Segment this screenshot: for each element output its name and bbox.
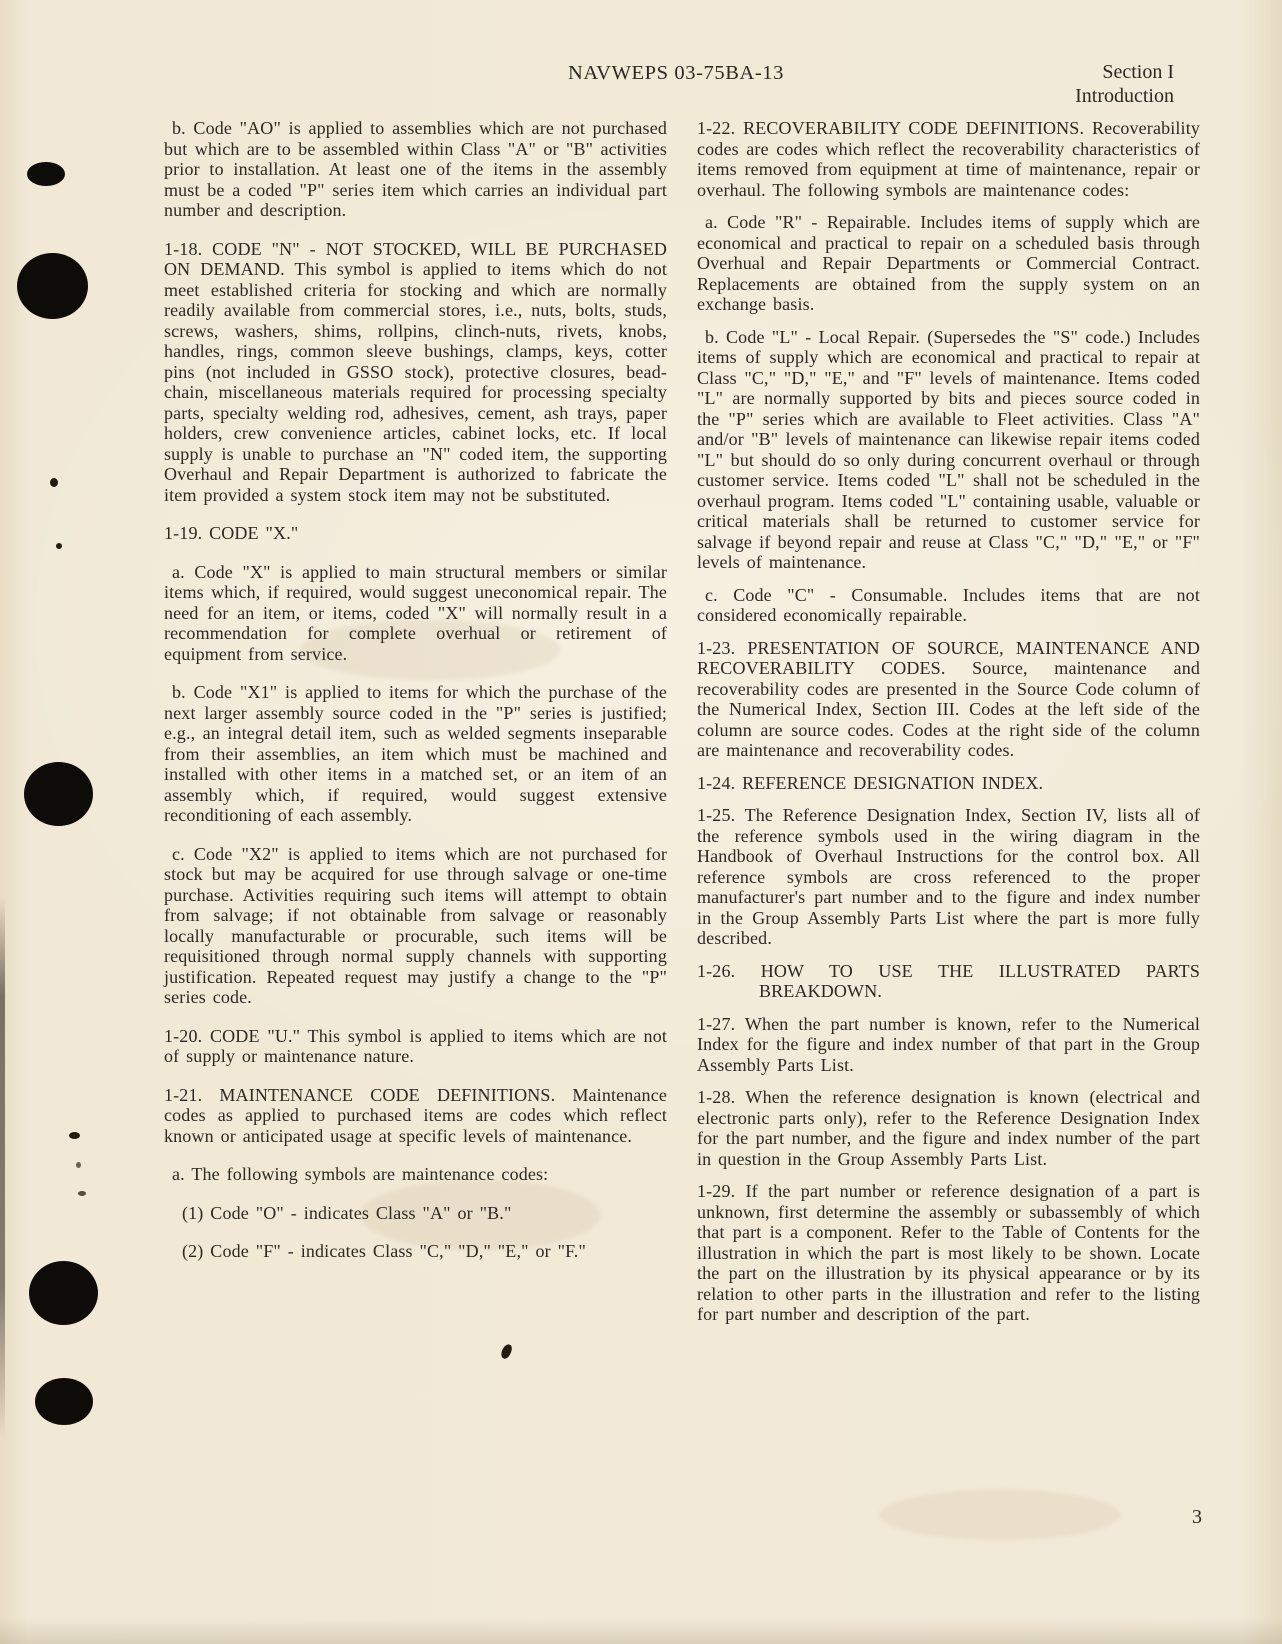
para-1-20: 1-20. CODE "U." This symbol is applied to items which are not of supply or maintenance nature. [164, 1025, 667, 1066]
punch-hole-mark [17, 253, 88, 319]
ink-speck [69, 1132, 80, 1139]
punch-hole-mark [35, 1378, 93, 1425]
para-code-ao-continuation: b. Code "AO" is applied to assemblies which are not purchased but which are to be assembled within Class "A" or "B" activities prior to installation. At least one of the items in the assembly must be a coded "P" series item which carries an individual part number and description. [164, 118, 667, 220]
para-1-23: 1-23. PRESENTATION OF SOURCE, MAINTENANCE AND RECOVERABILITY CODES. Source, maintenance and recoverability codes are presented in the Source Code column of the Numerical Index, Section III. Codes at the left side of the column are source codes. Codes at the right side of the column are maintenance and recoverability codes. [697, 637, 1200, 760]
ink-speck [56, 543, 62, 549]
para-1-19-b: b. Code "X1" is applied to items for which the purchase of the next larger assembly source coded in the "P" series is justified; e.g., an integral detail item, such as welded segments inseparable from their assemblies, an item which must be machined and installed with other items in a matched set, or an item of an assembly which, if required, would suggest extensive reconditioning of each assembly. [164, 682, 667, 825]
ink-speck [76, 1162, 81, 1168]
left-column [164, 118, 667, 1337]
para-1-21: 1-21. MAINTENANCE CODE DEFINITIONS. Maintenance codes as applied to purchased items are codes which reflect known or anticipated usage at specific levels of maintenance. [164, 1084, 667, 1146]
para-1-22-a: a. Code "R" - Repairable. Includes items of supply which are economical and practical to repair on a scheduled basis through Overhual and Repair Departments or Commercial Contract. Replacements are obtained from the supply system on an exchange basis. [697, 212, 1200, 314]
section-sublabel: Introduction [1075, 85, 1174, 107]
page-number: 3 [1192, 1506, 1202, 1528]
para-1-22-c: c. Code "C" - Consumable. Includes items that are not considered economically repairable. [697, 584, 1200, 625]
bleedthrough-smudge [880, 1490, 1120, 1540]
para-1-22: 1-22. RECOVERABILITY CODE DEFINITIONS. Recoverability codes are codes which reflect the recoverability characteristics of items removed from equipment at time of maintenance, repair or overhaul. The following symbols are maintenance codes: [697, 118, 1200, 200]
para-1-19-c: c. Code "X2" is applied to items which are not purchased for stock but may be acquired for use through salvage or one-time purchase. Activities requiring such items will attempt to obtain from salvage; if not obtainable from salvage or reasonably locally manufacturable or procurable, such items will be requisitioned through normal supply channels with supporting justification. Repeated request may justify a change to the "P" series code. [164, 843, 667, 1007]
punch-hole-mark [27, 162, 65, 186]
para-1-21-a: a. The following symbols are maintenance codes: [172, 1164, 549, 1184]
para-1-28: 1-28. When the reference designation is known (electrical and electronic parts only), refer to the Reference Designation Index for the part number, and the figure and index number of the part in question in the Group Assembly Parts List. [697, 1087, 1200, 1169]
punch-hole-mark [29, 1261, 98, 1325]
heading-1-24: 1-24. REFERENCE DESIGNATION INDEX. [697, 772, 1044, 793]
ink-speck [50, 478, 58, 487]
para-1-27: 1-27. When the part number is known, refer to the Numerical Index for the figure and index number of that part in the Group Assembly Parts List. [697, 1013, 1200, 1075]
para-1-19-a: a. Code "X" is applied to main structural members or similar items which, if required, would suggest uneconomical repair. The need for an item, or items, coded "X" will normally result in a recommendation for complete overhual or retirement of equipment from service. [164, 561, 667, 664]
para-1-22-b: b. Code "L" - Local Repair. (Supersedes the "S" code.) Includes items of supply which are economical and practical to repair at Class "C," "D," "E," and "F" levels of maintenance. Items coded "L" are normally supported by bits and pieces source coded in the "P" series which are available to Fleet activities. Class "A" and/or "B" levels of maintenance can likewise repair items coded "L" but should do so only during concurrent overhaul or through customer service. Items coded "L" shall not be scheduled in the overhaul program. Items coded "L" containing usable, valuable or critical materials shall be returned to customer service for salvage if beyond repair and reuse at Class "C," "D," "E," or "F" levels of maintenance. [697, 326, 1200, 572]
right-column [697, 118, 1200, 1337]
section-label: Section I [1102, 61, 1174, 83]
page-body [164, 118, 1200, 1337]
ink-speck [78, 1191, 86, 1196]
ink-speck [500, 1343, 513, 1360]
section-block [1075, 60, 1174, 108]
punch-hole-mark [24, 762, 93, 826]
para-1-21-a1: (1) Code "O" - indicates Class "A" or "B." [182, 1202, 512, 1223]
para-1-21-a2: (2) Code "F" - indicates Class "C," "D," "E," or "F." [182, 1241, 586, 1261]
para-1-25: 1-25. The Reference Designation Index, Section IV, lists all of the reference symbols used in the wiring diagram in the Handbook of Overhaul Instructions for the control box. All reference symbols are cross referenced to the proper manufacturer's part number and to the figure and index number in the Group Assembly Parts List where the part is more fully described. [697, 805, 1200, 948]
heading-1-26: 1-26. HOW TO USE THE ILLUSTRATED PARTS BREAKDOWN. [697, 960, 1200, 1001]
para-1-29: 1-29. If the part number or reference designation of a part is unknown, first determine the assembly or subassembly of which that part is a component. Refer to the Table of Contents for the illustration in which the part is most likely to be shown. Locate the part on the illustration by its physical appearance or by its relation to other parts in the illustration and refer to the listing for part number and description of the part. [697, 1181, 1200, 1324]
heading-1-19: 1-19. CODE "X." [164, 523, 299, 543]
para-1-18: 1-18. CODE "N" - NOT STOCKED, WILL BE PURCHASED ON DEMAND. This symbol is applied to items which do not meet established criteria for stocking and which are normally readily available from commercial stores, i.e., nuts, bolts, studs, screws, washers, shims, rollpins, clinch-nuts, rivets, knobs, handles, rings, common sleeve bushings, clamps, keys, cotter pins (not included in GSSO stock), protective closures, bead-chain, miscellaneous materials required for processing specialty parts, specialty welding rod, adhesives, cement, ash trays, paper holders, crew convenience articles, cabinet locks, etc. If local supply is unable to purchase an "N" coded item, the supporting Overhaul and Repair Department is authorized to fabricate the item provided a system stock item may not be substituted. [164, 238, 667, 505]
doc-number: NAVWEPS 03-75BA-13 [568, 62, 785, 84]
scan-edge-streak [0, 898, 5, 1438]
